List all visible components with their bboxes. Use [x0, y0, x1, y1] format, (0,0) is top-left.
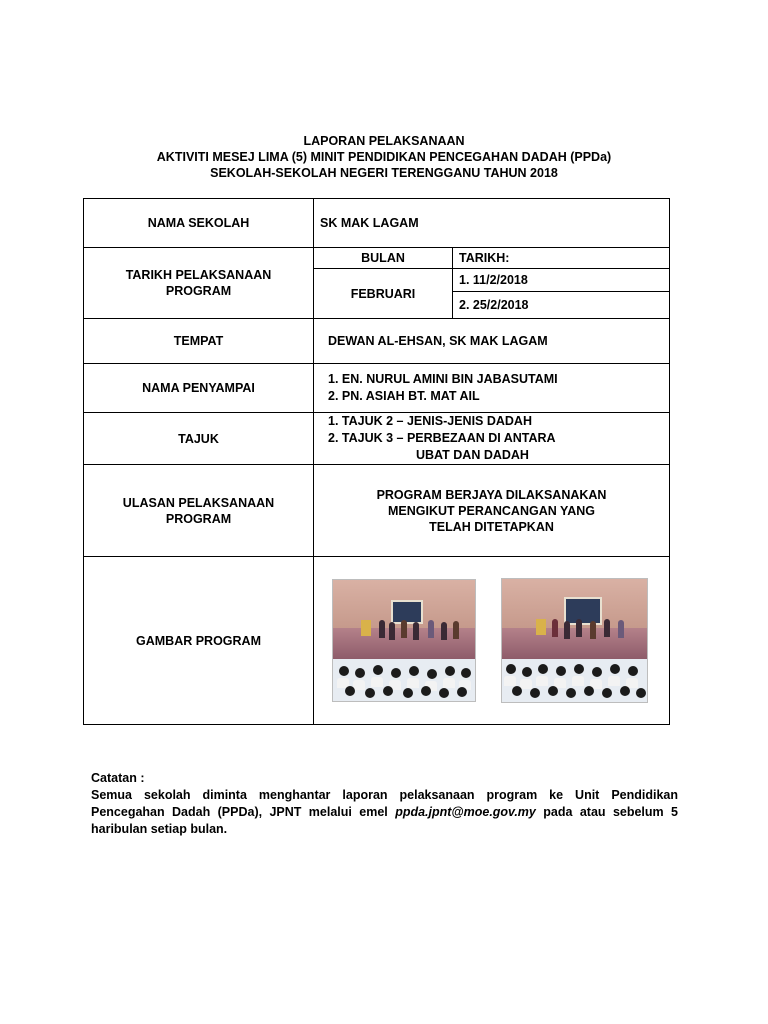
photos-container — [314, 578, 669, 703]
topic-line2: 2. TAJUK 3 – PERBEZAAN DI ANTARA — [328, 431, 556, 445]
topic-label: TAJUK — [84, 413, 314, 465]
notes-section — [91, 770, 678, 838]
row-place — [84, 319, 670, 364]
review-label-line1: ULASAN PELAKSANAAN — [122, 495, 275, 510]
report-title-line2: AKTIVITI MESEJ LIMA (5) MINIT PENDIDIKAN PENCEGAHAN DADAH (PPDa) — [156, 150, 612, 164]
date-value-1: 1. 11/2/2018 — [453, 269, 670, 292]
date-value-2: 2. 25/2/2018 — [453, 292, 670, 319]
report-title-line3: SEKOLAH-SEKOLAH NEGERI TERENGGANU TAHUN 2018 — [210, 166, 558, 180]
month-header: BULAN — [314, 248, 453, 269]
photos-cell — [314, 557, 670, 725]
row-date-header — [84, 248, 670, 269]
row-photos — [84, 557, 670, 725]
topic-line3: UBAT DAN DADAH — [416, 448, 529, 462]
review-line2: MENGIKUT PERANCANGAN YANG — [388, 504, 595, 518]
school-value: SK MAK LAGAM — [314, 199, 670, 248]
program-photo-2 — [501, 578, 648, 703]
review-line1: PROGRAM BERJAYA DILAKSANAKAN — [376, 488, 607, 502]
speaker-label: NAMA PENYAMPAI — [84, 364, 314, 413]
notes-heading: Catatan : — [91, 771, 145, 785]
row-speaker — [84, 364, 670, 413]
review-line3: TELAH DITETAPKAN — [429, 520, 554, 534]
month-value: FEBRUARI — [314, 269, 453, 319]
speaker-2: 2. PN. ASIAH BT. MAT AIL — [328, 389, 480, 403]
report-title — [0, 133, 768, 181]
program-photo-1 — [332, 579, 476, 702]
date-header: TARIKH: — [453, 248, 670, 269]
report-table — [83, 198, 670, 725]
notes-email[interactable]: ppda.jpnt@moe.gov.my — [395, 805, 536, 819]
date-label-line2: PROGRAM — [165, 284, 232, 298]
row-review — [84, 465, 670, 557]
notes-text-before-email: Semua sekolah diminta menghantar laporan pelaksanaan program ke Unit Pendidikan Pencegahan Dadah (PPDa), JPNT melalui emel — [91, 788, 678, 819]
review-label-line2: PROGRAM — [165, 511, 232, 526]
topic-values — [314, 413, 670, 465]
report-title-line1: LAPORAN PELAKSANAAN — [303, 134, 465, 148]
school-label: NAMA SEKOLAH — [84, 199, 314, 248]
speaker-1: 1. EN. NURUL AMINI BIN JABASUTAMI — [328, 372, 558, 386]
review-value — [314, 465, 670, 557]
row-school — [84, 199, 670, 248]
date-label-line1: TARIKH PELAKSANAAN — [125, 268, 272, 282]
review-label — [84, 465, 314, 557]
place-label: TEMPAT — [84, 319, 314, 364]
notes-text — [91, 787, 678, 838]
place-value: DEWAN AL-EHSAN, SK MAK LAGAM — [314, 319, 670, 364]
notes-text-after-email: pada atau sebelum 5 haribulan setiap bulan. — [91, 805, 678, 836]
photos-label: GAMBAR PROGRAM — [84, 557, 314, 725]
date-label — [84, 248, 314, 319]
speaker-values — [314, 364, 670, 413]
row-topic — [84, 413, 670, 465]
topic-line1: 1. TAJUK 2 – JENIS-JENIS DADAH — [328, 414, 532, 428]
